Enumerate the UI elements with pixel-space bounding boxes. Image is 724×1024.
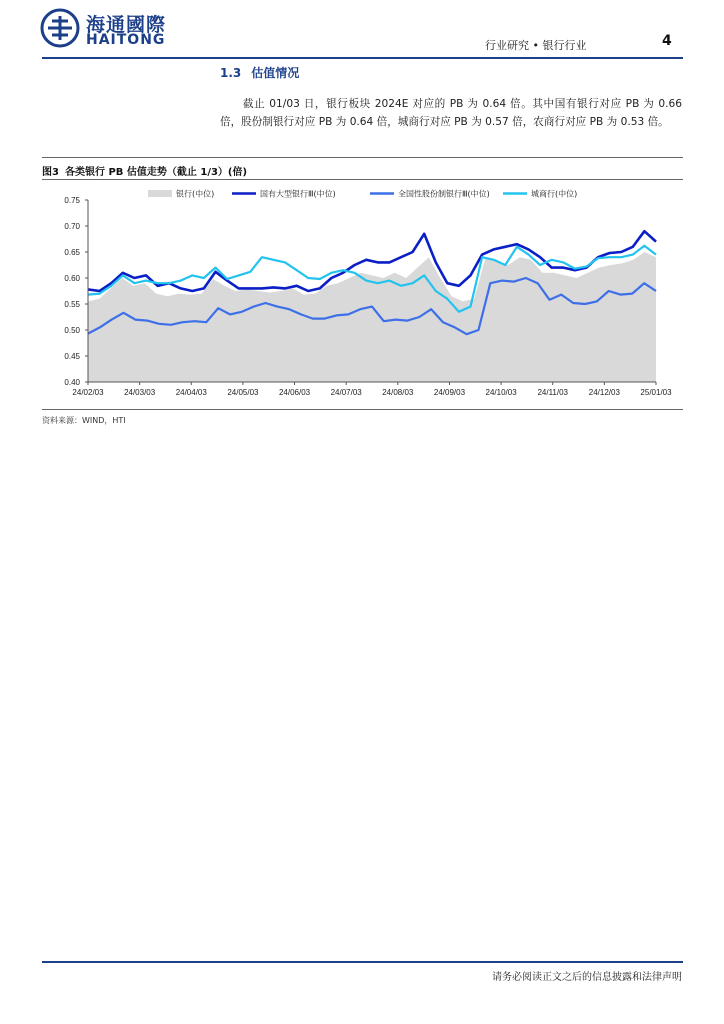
figure-top-rule xyxy=(42,157,683,158)
y-tick-label: 0.45 xyxy=(64,352,80,361)
y-tick-label: 0.60 xyxy=(64,274,80,283)
logo-chinese-text: 海通國際 xyxy=(86,14,167,36)
figure-bottom-rule xyxy=(42,409,683,410)
y-tick-label: 0.65 xyxy=(64,248,80,257)
x-tick-label: 24/06/03 xyxy=(278,388,311,397)
y-tick-label: 0.50 xyxy=(64,326,80,335)
x-tick-label: 24/10/03 xyxy=(485,388,517,397)
legend-label-3: 城商行(中位) xyxy=(531,189,578,199)
x-tick-label: 24/07/03 xyxy=(330,388,362,397)
legend-label-0: 银行(中位) xyxy=(176,189,215,199)
legend-label-2: 全国性股份制银行Ⅲ(中位) xyxy=(398,189,490,199)
figure-title: 各类银行 PB 估值走势（截止 1/3）(倍) xyxy=(64,167,248,178)
y-tick-label: 0.55 xyxy=(64,300,80,309)
header-subtitle: 行业研究 • 银行行业 xyxy=(485,39,587,52)
header-divider xyxy=(42,57,683,59)
legend-swatch-0 xyxy=(148,190,172,197)
x-tick-label: 24/12/03 xyxy=(588,388,620,397)
figure-number: 图3 xyxy=(42,167,59,178)
x-tick-label: 24/02/03 xyxy=(72,388,104,397)
area-layer xyxy=(88,252,656,382)
footer-disclaimer: 请务必阅读正文之后的信息披露和法律声明 xyxy=(492,972,682,983)
section-heading xyxy=(220,64,299,81)
series-area-0 xyxy=(88,252,656,382)
x-tick-label: 24/09/03 xyxy=(433,388,466,397)
figure-caption xyxy=(42,163,247,178)
figure-caption-rule xyxy=(42,179,683,180)
x-tick-label: 25/01/03 xyxy=(640,388,672,397)
section-number: 1.3 xyxy=(220,66,242,80)
pb-valuation-chart xyxy=(42,182,683,407)
y-tick-label: 0.75 xyxy=(64,196,80,205)
x-tick-label: 24/11/03 xyxy=(537,388,569,397)
x-tick-label: 24/05/03 xyxy=(227,388,259,397)
logo-english-text: HAITONG xyxy=(86,32,166,48)
haitong-logo xyxy=(40,8,170,50)
footer-divider xyxy=(42,961,683,963)
logo-emblem-icon xyxy=(40,8,80,48)
legend-label-1: 国有大型银行Ⅲ(中位) xyxy=(260,189,336,199)
y-tick-label: 0.70 xyxy=(64,222,80,231)
figure-source: 资料来源：WIND，HTI xyxy=(42,416,126,425)
body-paragraph: 截止 01/03 日，银行板块 2024E 对应的 PB 为 0.64 倍。其中国有银行对应 PB 为 0.66 倍，股份制银行对应 PB 为 0.64 倍，城商行对应 PB 为 0.57 倍，农商行对应 PB 为 0.53 倍。 xyxy=(220,98,682,128)
y-tick-label: 0.40 xyxy=(64,378,80,387)
x-tick-label: 24/04/03 xyxy=(175,388,207,397)
page-number: 4 xyxy=(662,33,672,49)
chart-legend xyxy=(148,189,577,199)
section-title: 估值情况 xyxy=(251,66,300,80)
x-tick-label: 24/03/03 xyxy=(124,388,156,397)
x-tick-label: 24/08/03 xyxy=(382,388,414,397)
